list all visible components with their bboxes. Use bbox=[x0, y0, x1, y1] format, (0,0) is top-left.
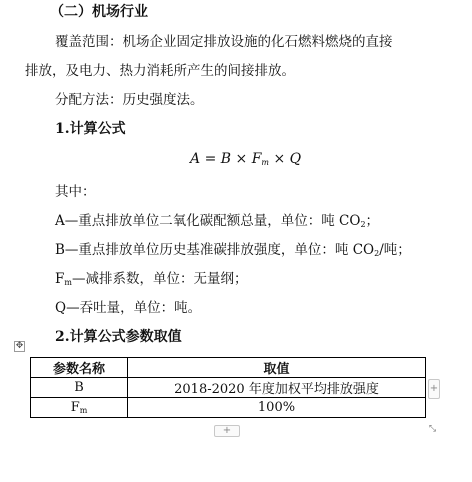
formula-a: A bbox=[190, 151, 201, 167]
formula-b: B bbox=[220, 151, 232, 167]
formula-q: Q bbox=[289, 151, 302, 167]
definition-a-subscript: 2 bbox=[360, 220, 366, 229]
header-param-name[interactable]: 参数名称 bbox=[31, 358, 128, 378]
param-value-cell[interactable]: 100% bbox=[128, 398, 426, 418]
formula-f-subscript: m bbox=[261, 158, 270, 167]
definition-b: B—重点排放单位历史基准碳排放强度，单位：吨 $CO_2/$吨； bbox=[55, 242, 411, 258]
section-title: （二）机场行业 bbox=[50, 4, 148, 20]
params-heading: 2.计算公式参数取值 bbox=[55, 329, 182, 345]
table-resize-icon[interactable]: ⤡ bbox=[428, 424, 437, 434]
formula-heading: 1.计算公式 bbox=[55, 121, 126, 137]
param-name-cell[interactable]: B bbox=[31, 378, 128, 398]
table-header-row bbox=[31, 358, 426, 378]
where-label: 其中： bbox=[55, 184, 96, 200]
header-value[interactable]: 取值 bbox=[128, 358, 426, 378]
formula-f: $F_m$ bbox=[251, 151, 270, 167]
coverage-line-2: 排放，及电力、热力消耗所产生的间接排放。 bbox=[25, 63, 295, 79]
formula bbox=[190, 150, 301, 172]
add-column-button[interactable]: + bbox=[428, 379, 440, 399]
formula-times-2: × bbox=[273, 151, 286, 167]
allocation-method: 分配方法：历史强度法。 bbox=[55, 92, 204, 108]
definition-f-subscript: m bbox=[64, 278, 72, 287]
param-name-cell[interactable]: $F_m$ bbox=[31, 398, 128, 418]
coverage-line-1: 覆盖范围：机场企业固定排放设施的化石燃料燃烧的直接 bbox=[55, 34, 393, 50]
formula-times-1: × bbox=[235, 151, 248, 167]
params-table bbox=[30, 357, 426, 418]
formula-equals: = bbox=[204, 151, 217, 167]
definition-q: Q—吞吐量，单位：吨。 bbox=[55, 300, 202, 316]
param-value-cell[interactable]: 2018-2020 年度加权平均排放强度 bbox=[128, 378, 426, 398]
table-row bbox=[31, 398, 426, 418]
definition-a: A—重点排放单位二氧化碳配额总量，单位：吨 $CO_2$； bbox=[55, 213, 380, 229]
table-move-icon[interactable]: ✥ bbox=[15, 341, 24, 351]
definition-b-subscript: 2 bbox=[374, 249, 380, 258]
add-row-button[interactable]: + bbox=[214, 425, 240, 437]
definition-f: $F_m—$减排系数，单位：无量纲； bbox=[55, 271, 248, 287]
table-row bbox=[31, 378, 426, 398]
